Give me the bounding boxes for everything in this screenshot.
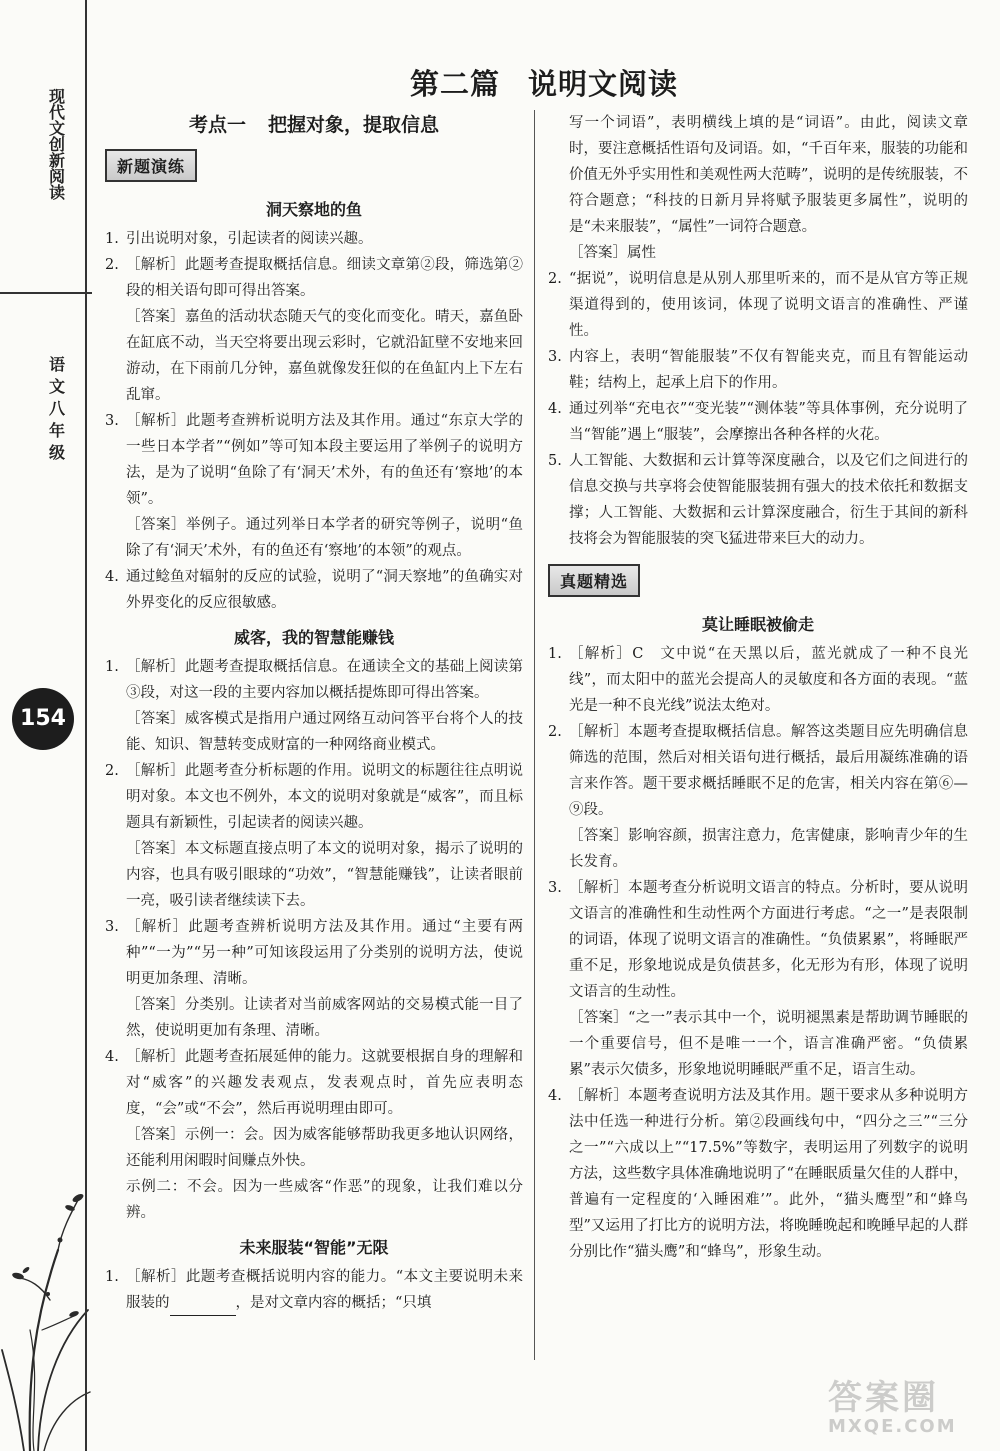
series-title-text: 现代文创新阅读	[46, 88, 66, 200]
item-text: 人工智能、大数据和云计算等深度融合，以及它们之间进行的信息交换与共享将会使智能服装拥有强大的技术依托和数据支撑；人工智能、大数据和云计算深度融合，衍生于其间的新科技将会为智能服装的突飞猛进带来巨大的动力。	[569, 453, 968, 547]
kaodian-label: 考点一	[188, 114, 246, 136]
answer-item	[105, 914, 523, 992]
sidebar-divider	[0, 292, 92, 294]
item-text: ［解析］本题考查说明方法及其作用。题干要求从多种说明方法中任选一种进行分析。第②段画线句中，“四分之三”“三分之一”“六成以上”“17.5%”等数字，表明运用了列数字的说明方法，这些数字具体准确地说明了“在睡眠质量欠佳的人群中，普遍有一定程度的‘入睡困难’”。此外，“猫头鹰型”和“蜂鸟型”又运用了打比方的说明方法，将晚睡晚起和晚睡早起的人群分别比作“猫头鹰”和“蜂鸟”，形象生动。	[569, 1088, 968, 1260]
item-number: 3.	[105, 413, 119, 429]
series-title	[44, 88, 68, 200]
item-number: 1.	[105, 231, 119, 247]
part-label: 第二篇	[410, 67, 501, 101]
item-text: 通过列举“充电衣”“变光装”“测体装”等具体事例，充分说明了当“智能”遇上“服装”，会摩擦出各种各样的火花。	[569, 401, 968, 443]
answer-item	[105, 226, 523, 252]
item-number: 3.	[548, 880, 562, 896]
article-title: 未来服装“智能”无限	[239, 1238, 389, 1257]
item-text: ［解析］C 文中说“在天黑以后，蓝光就成了一种不良光线”，而太阳中的蓝光会提高人的灵敏度和各方面的表现。“蓝光是一种不良光线”说法太绝对。	[569, 646, 968, 714]
subject-grade-text: 语文八年级	[46, 356, 66, 466]
page-sidebar	[0, 0, 92, 1451]
answer-item	[105, 564, 523, 616]
sidebar-rule	[85, 0, 87, 1451]
answer-item	[105, 1264, 523, 1316]
item-number: 1.	[105, 1269, 119, 1285]
answer-item	[548, 344, 968, 396]
answer-text: ［答案］影响容颜，损害注意力，危害健康，影响青少年的生长发育。	[569, 828, 968, 870]
item-text: ［解析］此题考查辨析说明方法及其作用。通过“东京大学的一些日本学者”“例如”等可知本段主要运用了举例子的说明方法，是为了说明“鱼除了有‘洞天’术外，有的鱼还有‘察地’的本领”。	[126, 413, 523, 507]
watermark-logo	[828, 1380, 988, 1442]
answer-item	[548, 448, 968, 552]
section-label-selected-exams: 真题精选	[548, 564, 640, 597]
answer-item	[105, 1044, 523, 1122]
item-number: 2.	[105, 257, 119, 273]
answer-item	[548, 1083, 968, 1265]
item-text: ［解析］此题考查提取概括信息。细读文章第②段，筛选第②段的相关语句即可得出答案。	[126, 257, 523, 299]
subject-grade	[44, 356, 68, 466]
right-column	[548, 110, 968, 1265]
item-number: 4.	[548, 401, 562, 417]
item-text: ［解析］本题考查提取概括信息。解答这类题目应先明确信息筛选的范围，然后对相关语句进行概括，最后用凝练准确的语言来作答。题干要求概括睡眠不足的危害，相关内容在第⑥—⑨段。	[569, 724, 968, 818]
item-number: 1.	[548, 646, 562, 662]
answer-text: ［答案］属性	[569, 245, 656, 261]
item-text: ［解析］此题考查概括说明内容的能力。“本文主要说明未来服装的	[126, 1269, 523, 1311]
article-title: 洞天察地的鱼	[265, 200, 362, 219]
item-text-after: ，是对文章内容的概括；“只填	[235, 1295, 432, 1311]
continued-text: 写一个词语”，表明横线上填的是“词语”。由此，阅读文章时，要注意概括性语句及词语。如，“千百年来，服装的功能和价值无外乎实用性和美观性两大范畴”，说明的是传统服装，不符合题意；“科技的日新月异将赋予服装更多属性”，说明的是“未来服装”，“属性”一词符合题意。	[569, 115, 968, 235]
item-text: ［解析］本题考查分析说明文语言的特点。分析时，要从说明文语言的准确性和生动性两个方面进行考虑。“之一”是表限制的词语，体现了说明文语言的准确性。“负债累累”，将睡眠严重不足，形象地说成是负债甚多，化无形为有形，体现了说明文语言的生动性。	[569, 880, 968, 1000]
item-number: 4.	[105, 569, 119, 585]
watermark-line1: 答案圈	[828, 1378, 939, 1418]
answer-item	[105, 758, 523, 836]
item-text: ［解析］此题考查辨析说明方法及其作用。通过“主要有两种”“一为”“另一种”可知该段运用了分类别的说明方法，使说明更加条理、清晰。	[126, 919, 523, 987]
item-number: 2.	[548, 724, 562, 740]
watermark-line2: MXQE.COM	[828, 1416, 957, 1437]
answer-item	[548, 719, 968, 823]
page-title	[410, 62, 678, 103]
page-number: 154	[12, 688, 74, 750]
item-text: “据说”，说明信息是从别人那里听来的，而不是从官方等正规渠道得到的，使用该词，体现了说明文语言的准确性、严谨性。	[569, 271, 968, 339]
left-column	[105, 110, 523, 1316]
answer-item	[548, 396, 968, 448]
answer-item	[105, 252, 523, 304]
answer-text: ［答案］分类别。让读者对当前威客网站的交易模式能一目了然，使说明更加有条理、清晰。	[126, 997, 523, 1039]
item-number: 1.	[105, 659, 119, 675]
article-title: 威客，我的智慧能赚钱	[233, 628, 394, 647]
item-text: 内容上，表明“智能服装”不仅有智能夹克，而且有智能运动鞋；结构上，起承上启下的作用。	[569, 349, 968, 391]
item-text: 引出说明对象，引起读者的阅读兴趣。	[126, 231, 373, 247]
answer-text: ［答案］嘉鱼的活动状态随天气的变化而变化。晴天，嘉鱼卧在缸底不动，当天空将要出现云彩时，它就沿缸壁不安地来回游动，在下雨前几分钟，嘉鱼就像发狂似的在鱼缸内上下左右乱窜。	[126, 309, 523, 403]
column-divider	[534, 110, 535, 1360]
answer-text: ［答案］“之一”表示其中一个，说明褪黑素是帮助调节睡眠的一个重要信号，但不是唯一一个，语言准确严密。“负债累累”表示欠债多，形象地说明睡眠严重不足，语言生动。	[569, 1010, 968, 1078]
answer-item	[548, 641, 968, 719]
answer-text: ［答案］威客模式是指用户通过网络互动问答平台将个人的技能、知识、智慧转变成财富的一种网络商业模式。	[126, 711, 523, 753]
answer-text: ［答案］举例子。通过列举日本学者的研究等例子，说明“鱼除了有‘洞天’术外，有的鱼还有‘察地’的本领”的观点。	[126, 517, 523, 559]
fill-blank	[170, 1299, 236, 1316]
kaodian-heading	[105, 110, 523, 137]
item-number: 3.	[105, 919, 119, 935]
item-text: ［解析］此题考查分析标题的作用。说明文的标题往往点明说明对象。本文也不例外，本文的说明对象就是“威客”，而且标题具有新颖性，引起读者的阅读兴趣。	[126, 763, 523, 831]
article-title: 莫让睡眠被偷走	[701, 615, 814, 634]
item-number: 3.	[548, 349, 562, 365]
answer-text: ［答案］本文标题直接点明了本文的说明对象，揭示了说明的内容，也具有吸引眼球的“功效”，“智慧能赚钱”，让读者眼前一亮，吸引读者继续读下去。	[126, 841, 523, 909]
answer-item	[548, 875, 968, 1005]
item-number: 4.	[105, 1049, 119, 1065]
item-text: ［解析］此题考查提取概括信息。在通读全文的基础上阅读第③段，对这一段的主要内容加以概括提炼即可得出答案。	[126, 659, 523, 701]
kaodian-text: 把握对象，提取信息	[268, 114, 440, 136]
answer-example: 示例二：不会。因为一些威客“作恶”的现象，让我们难以分辨。	[126, 1179, 523, 1221]
answer-text: ［答案］示例一：会。因为威客能够帮助我更多地认识网络，还能利用闲暇时间赚点外快。	[126, 1127, 523, 1169]
answer-item	[548, 266, 968, 344]
answer-item	[105, 654, 523, 706]
answer-item	[105, 408, 523, 512]
item-number: 2.	[105, 763, 119, 779]
item-number: 4.	[548, 1088, 562, 1104]
orchid-illustration	[0, 1080, 92, 1451]
item-number: 5.	[548, 453, 562, 469]
section-label-new-practice: 新题演练	[105, 149, 197, 182]
item-text: 通过鲶鱼对辐射的反应的试验，说明了“洞天察地”的鱼确实对外界变化的反应很敏感。	[126, 569, 523, 611]
item-text: ［解析］此题考查拓展延伸的能力。这就要根据自身的理解和对“威客”的兴趣发表观点，发表观点时，首先应表明态度，“会”或“不会”，然后再说明理由即可。	[126, 1049, 523, 1117]
part-name: 说明文阅读	[528, 67, 679, 101]
item-number: 2.	[548, 271, 562, 287]
